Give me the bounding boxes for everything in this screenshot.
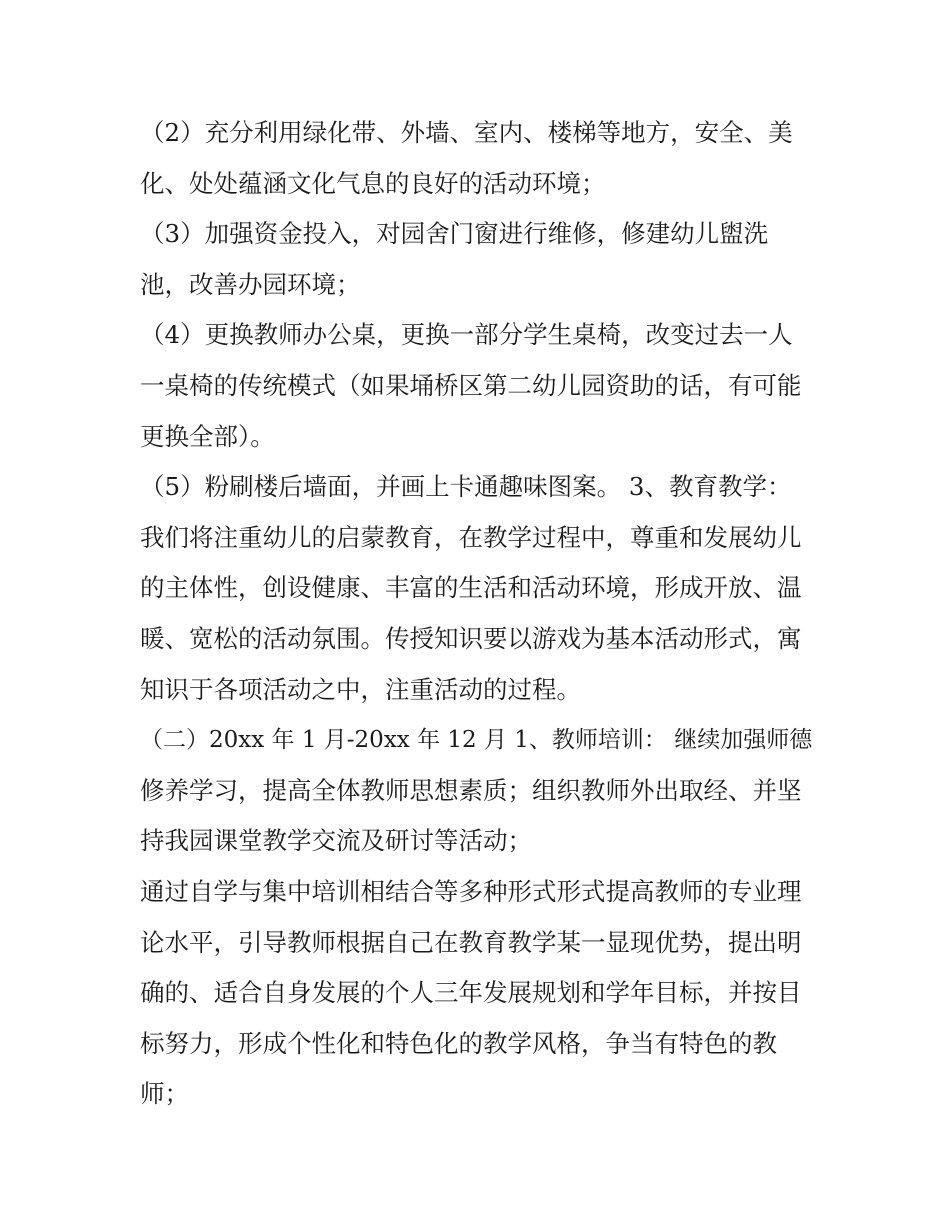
text-line: （2）充分利用绿化带、外墙、室内、楼梯等地方，安全、美 (140, 118, 793, 147)
text-line: 通过自学与集中培训相结合等多种形式形式提高教师的专业理 (140, 876, 802, 906)
text-line: 师； (140, 1079, 189, 1109)
text-line: （二）20xx 年 1 月-20xx 年 12 月 1、教师培训： 继续加强师德 (140, 727, 813, 754)
text-line: （5）粉刷楼后墙面，并画上卡通趣味图案。 3、教育教学： (140, 472, 792, 502)
text-line: 池，改善办园环境； (140, 269, 361, 299)
document-body (140, 108, 820, 1120)
text-line: 暖、宽松的活动氛围。传授知识要以游戏为基本活动形式，寓 (140, 623, 802, 653)
text-line: （3）加强资金投入，对园舍门窗进行维修，修建幼儿盥洗 (140, 219, 769, 249)
text-line: 论水平，引导教师根据自己在教育教学某一显现优势，提出明 (140, 927, 802, 957)
text-line: 的主体性，创设健康、丰富的生活和活动环境，形成开放、温 (140, 573, 802, 603)
text-line: 我们将注重幼儿的启蒙教育，在教学过程中，尊重和发展幼儿 (140, 522, 802, 552)
text-line: （4）更换教师办公桌，更换一部分学生桌椅，改变过去一人 (140, 320, 793, 350)
text-line: 修养学习，提高全体教师思想素质；组织教师外出取经、并坚 (140, 775, 802, 805)
text-line: 持我园课堂教学交流及研讨等活动； (140, 826, 532, 856)
text-line: 化、处处蕴涵文化气息的良好的活动环境； (140, 168, 606, 198)
text-line: 更换全部）。 (140, 421, 275, 451)
text-line: 知识于各项活动之中，注重活动的过程。 (140, 674, 581, 704)
text-line: 一桌椅的传统模式（如果埇桥区第二幼儿园资助的话，有可能 (140, 370, 802, 400)
text-line: 确的、适合自身发展的个人三年发展规划和学年目标，并按目 (140, 978, 802, 1008)
text-line: 标努力，形成个性化和特色化的教学风格，争当有特色的教 (140, 1028, 777, 1058)
